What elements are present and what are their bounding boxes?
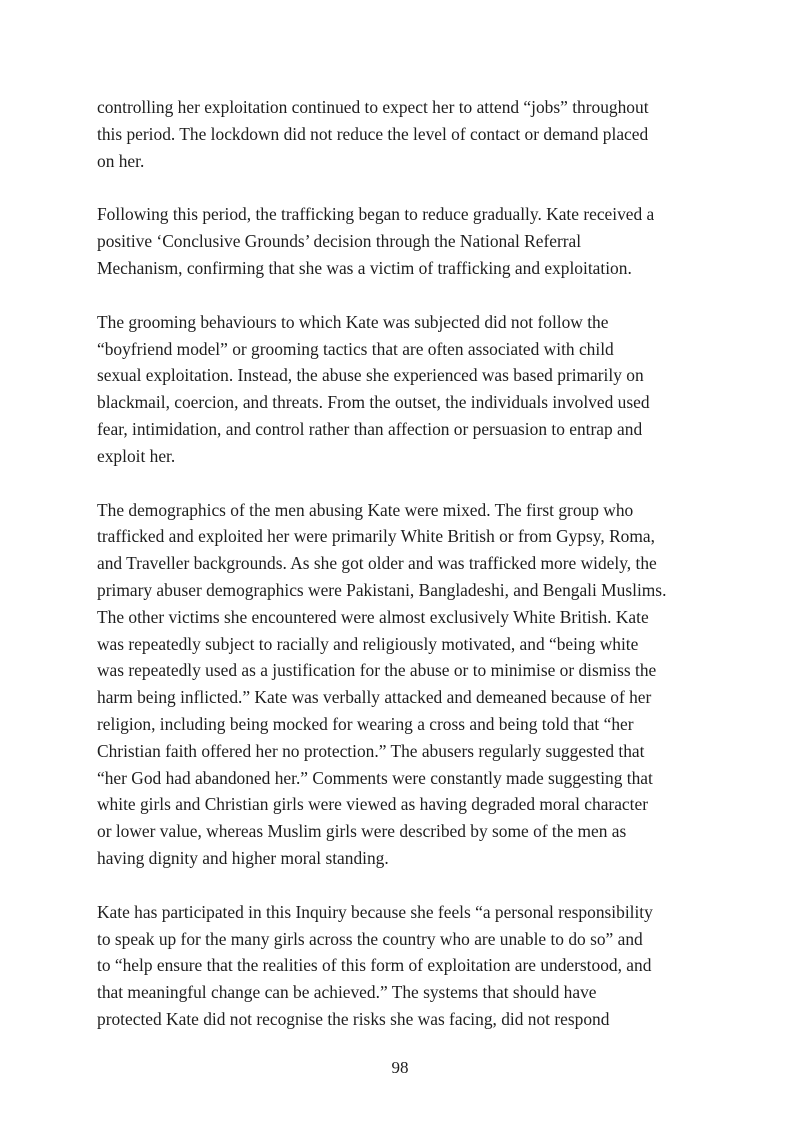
text-line: trafficked and exploited her were primarily White British or from Gypsy, Roma, <box>97 526 655 547</box>
paragraph-1 <box>97 94 703 174</box>
text-line: “boyfriend model” or grooming tactics that are often associated with child <box>97 338 614 359</box>
text-line: to “help ensure that the realities of this form of exploitation are understood, and <box>97 955 652 976</box>
text-line: Following this period, the trafficking began to reduce gradually. Kate received a <box>97 204 655 225</box>
text-line: this period. The lockdown did not reduce the level of contact or demand placed <box>97 123 649 144</box>
text-line: harm being inflicted.” Kate was verbally attacked and demeaned because of her <box>97 687 652 708</box>
paragraph-3 <box>97 309 703 470</box>
text-line: exploit her. <box>97 445 176 466</box>
text-line: Mechanism, confirming that she was a victim of trafficking and exploitation. <box>97 257 632 278</box>
text-line: The demographics of the men abusing Kate were mixed. The first group who <box>97 499 634 520</box>
text-line: and Traveller backgrounds. As she got older and was trafficked more widely, the <box>97 553 657 574</box>
paragraph-5 <box>97 899 703 1033</box>
text-line: on her. <box>97 150 145 171</box>
text-line: that meaningful change can be achieved.” The systems that should have <box>97 982 597 1003</box>
page-number: 98 <box>391 1058 409 1077</box>
paragraph-2 <box>97 201 703 281</box>
text-line: The other victims she encountered were almost exclusively White British. Kate <box>97 606 649 627</box>
text-line: was repeatedly used as a justification for the abuse or to minimise or dismiss the <box>97 660 657 681</box>
paragraph-4 <box>97 497 703 872</box>
text-line: white girls and Christian girls were viewed as having degraded moral character <box>97 794 648 815</box>
text-line: religion, including being mocked for wearing a cross and being told that “her <box>97 713 634 734</box>
text-line: positive ‘Conclusive Grounds’ decision through the National Referral <box>97 231 582 252</box>
text-line: having dignity and higher moral standing. <box>97 847 389 868</box>
body-text <box>97 94 703 1060</box>
text-line: Kate has participated in this Inquiry because she feels “a personal responsibility <box>97 901 653 922</box>
text-line: blackmail, coercion, and threats. From the outset, the individuals involved used <box>97 392 650 413</box>
text-line: controlling her exploitation continued to expect her to attend “jobs” throughout <box>97 97 649 117</box>
text-line: sexual exploitation. Instead, the abuse she experienced was based primarily on <box>97 365 644 386</box>
text-line: was repeatedly subject to racially and religiously motivated, and “being white <box>97 633 639 654</box>
text-line: protected Kate did not recognise the risks she was facing, did not respond <box>97 1008 610 1029</box>
text-line: Christian faith offered her no protection.” The abusers regularly suggested that <box>97 740 645 761</box>
text-line: “her God had abandoned her.” Comments were constantly made suggesting that <box>97 767 653 788</box>
text-line: fear, intimidation, and control rather than affection or persuasion to entrap and <box>97 418 643 439</box>
text-line: or lower value, whereas Muslim girls were described by some of the men as <box>97 821 627 842</box>
text-line: The grooming behaviours to which Kate was subjected did not follow the <box>97 311 609 332</box>
text-line: primary abuser demographics were Pakistani, Bangladeshi, and Bengali Muslims. <box>97 579 667 600</box>
text-line: to speak up for the many girls across the country who are unable to do so” and <box>97 928 643 949</box>
